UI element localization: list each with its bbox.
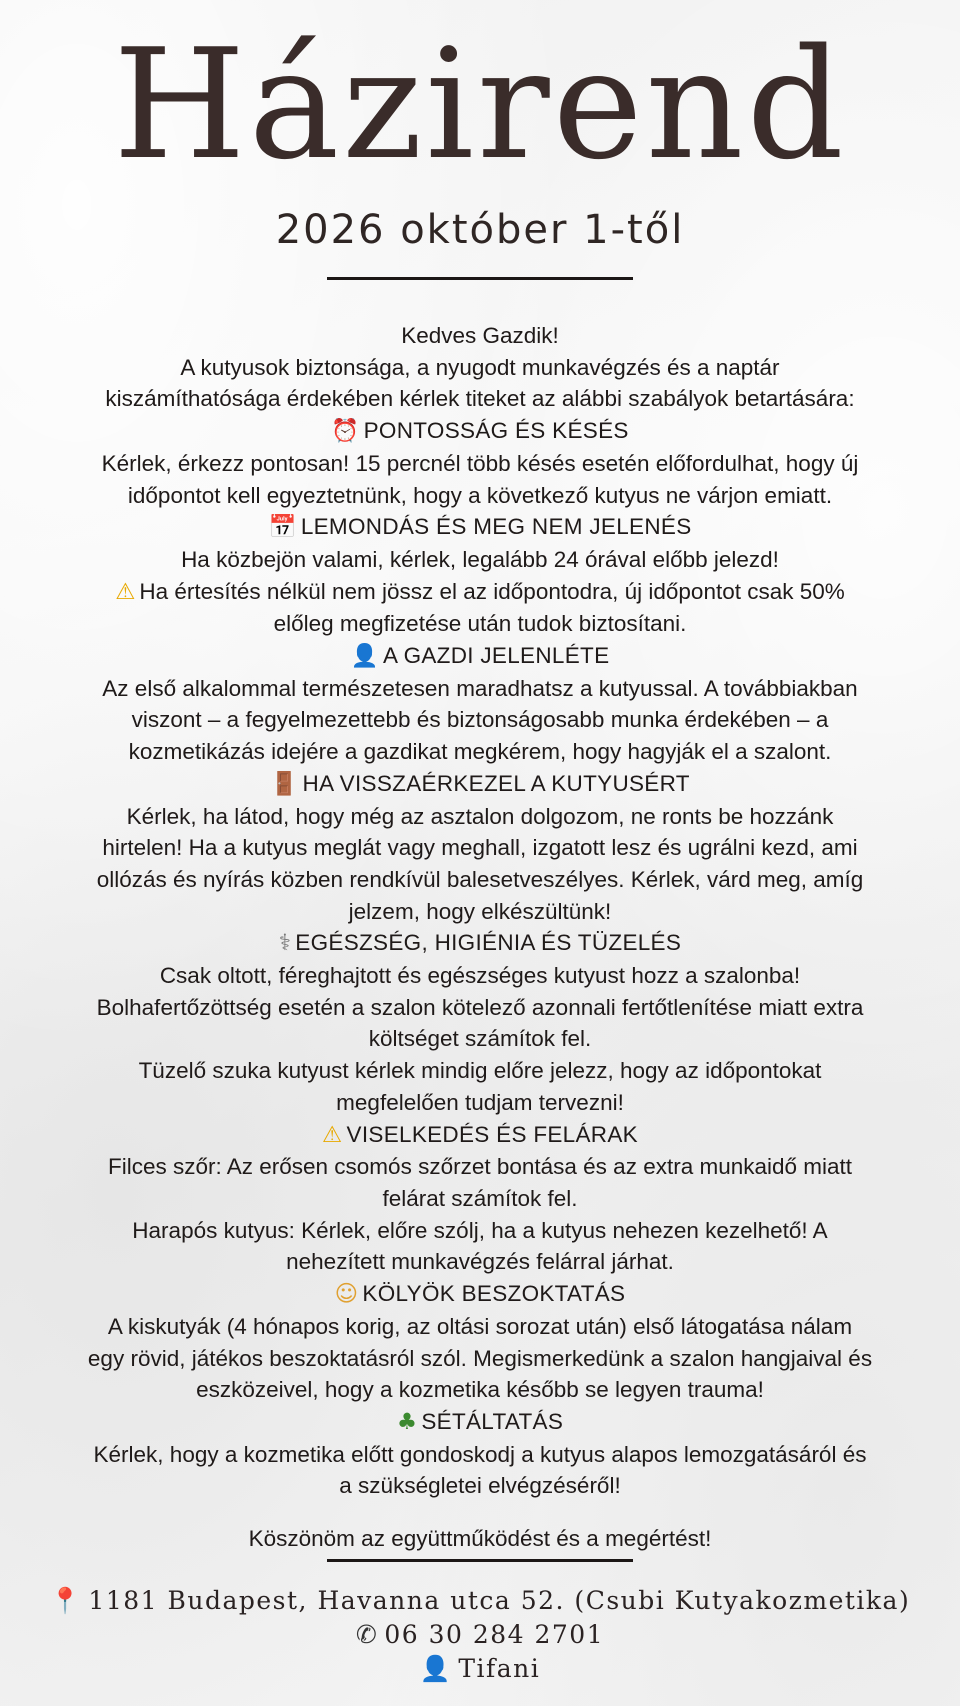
door-icon: 🚪 bbox=[270, 770, 299, 797]
section-text: Filces szőr: Az erősen csomós szőrzet bontása és az extra munkaidő miatt bbox=[107, 1154, 853, 1180]
section-text: egy rövid, játékos beszoktatásról szól. Megismerkedünk a szalon hangjaival és bbox=[87, 1345, 873, 1371]
section-text: jelzem, hogy elkészültünk! bbox=[348, 898, 612, 924]
section-text: megfelelően tudjam tervezni! bbox=[336, 1089, 624, 1115]
section-text: A kiskutyák (4 hónapos korig, az oltási sorozat után) első látogatása nálam bbox=[107, 1313, 853, 1339]
phone-icon: ✆ bbox=[355, 1620, 379, 1649]
section-heading-text: LEMONDÁS ÉS MEG NEM JELENÉS bbox=[300, 514, 692, 540]
section-heading-text: SÉTÁLTATÁS bbox=[421, 1408, 564, 1434]
stethoscope-icon: ⚕ bbox=[278, 930, 292, 957]
section-heading-puppy bbox=[30, 1278, 930, 1311]
section-text: kozmetikázás idejére a gazdikat megkérem, hogy hagyják el a szalont. bbox=[128, 739, 832, 765]
person-icon: 👤 bbox=[350, 643, 379, 670]
address-text: 1181 Budapest, Havanna utca 52. (Csubi Kutyakozmetika) bbox=[88, 1586, 911, 1615]
section-heading-text: HA VISSZAÉRKEZEL A KUTYUSÉRT bbox=[302, 770, 690, 796]
warning-icon: ⚠ bbox=[322, 1121, 343, 1148]
section-text: Tüzelő szuka kutyust kérlek mindig előre jelezz, hogy az időpontokat bbox=[138, 1058, 822, 1084]
section-heading-text: PONTOSSÁG ÉS KÉSÉS bbox=[363, 418, 629, 444]
section-text: Bolhafertőzöttség esetén a szalon kötelező azonnali fertőtlenítése miatt extra bbox=[96, 994, 864, 1020]
title-divider bbox=[327, 277, 633, 280]
section-heading-punctuality bbox=[30, 415, 930, 448]
section-text: ollózás és nyírás közben rendkívül balesetveszélyes. Kérlek, várd meg, amíg bbox=[96, 866, 864, 892]
contact-block bbox=[0, 1584, 960, 1686]
section-text: időpontot kell egyeztetnünk, hogy a következő kutyus ne várjon emiatt. bbox=[127, 482, 833, 508]
intro-line: A kutyusok biztonsága, a nyugodt munkavégzés és a naptár bbox=[180, 354, 780, 380]
footer-divider bbox=[327, 1559, 633, 1562]
section-text: viszont – a fegyelmezettebb és biztonságosabb munka érdekében – a bbox=[131, 707, 829, 733]
calendar-icon: 📅 bbox=[268, 514, 297, 541]
section-text: Ha értesítés nélkül nem jössz el az időpontodra, új időpontot csak 50% bbox=[139, 578, 845, 604]
person-icon: 👤 bbox=[419, 1654, 453, 1683]
section-heading-walking bbox=[30, 1406, 930, 1439]
section-text: előleg megfizetése után tudok biztosítani. bbox=[273, 611, 687, 637]
section-heading-cancellation bbox=[30, 511, 930, 544]
section-text: Harapós kutyus: Kérlek, előre szólj, ha a kutyus nehezen kezelhető! A bbox=[132, 1217, 828, 1243]
section-text: felárat számítok fel. bbox=[382, 1185, 578, 1211]
section-text: eszközeivel, hogy a kozmetika később se legyen trauma! bbox=[196, 1377, 764, 1403]
intro-line: kiszámíthatósága érdekében kérlek titeket az alábbi szabályok betartására: bbox=[105, 386, 855, 412]
section-text: nehezített munkavégzés felárral járhat. bbox=[286, 1249, 674, 1275]
section-heading-pickup bbox=[30, 768, 930, 801]
section-heading-behavior bbox=[30, 1119, 930, 1152]
section-text-warning bbox=[30, 576, 930, 609]
name-text: Tifani bbox=[458, 1654, 541, 1683]
section-heading-text: VISELKEDÉS ÉS FELÁRAK bbox=[346, 1121, 638, 1147]
baby-icon: ☺ bbox=[334, 1281, 359, 1308]
section-text: Kérlek, érkezz pontosan! 15 percnél több késés esetén előfordulhat, hogy új bbox=[101, 450, 859, 476]
contact-name bbox=[0, 1652, 960, 1686]
warning-icon: ⚠ bbox=[115, 578, 136, 605]
section-text: Csak oltott, féreghajtott és egészséges kutyust hozz a szalonba! bbox=[159, 963, 801, 989]
section-text: hirtelen! Ha a kutyus meglát vagy meghall, izgatott lesz és ugrálni kezd, ami bbox=[102, 835, 858, 861]
page-subtitle: 2026 október 1-től bbox=[275, 207, 685, 253]
section-heading-owner-presence bbox=[30, 640, 930, 673]
section-text: Az első alkalommal természetesen maradhatsz a kutyussal. A továbbiakban bbox=[102, 675, 858, 701]
tree-icon: ♣ bbox=[396, 1408, 418, 1435]
alarm-clock-icon: ⏰ bbox=[331, 418, 360, 445]
contact-phone bbox=[0, 1618, 960, 1652]
page-title: Házirend bbox=[113, 16, 847, 193]
section-text: Kérlek, ha látod, hogy még az asztalon dolgozom, ne ronts be hozzánk bbox=[126, 803, 834, 829]
phone-text: 06 30 284 2701 bbox=[384, 1620, 605, 1649]
section-heading-health bbox=[30, 927, 930, 960]
section-text: Kérlek, hogy a kozmetika előtt gondoskodj a kutyus alapos lemozgatásáról és bbox=[93, 1441, 867, 1467]
thanks-text: Köszönöm az együttműködést és a megértést! bbox=[248, 1526, 712, 1551]
section-text: a szükségletei elvégzéséről! bbox=[339, 1473, 621, 1499]
contact-address bbox=[0, 1584, 960, 1618]
section-heading-text: KÖLYÖK BESZOKTATÁS bbox=[362, 1281, 626, 1307]
section-heading-text: EGÉSZSÉG, HIGIÉNIA ÉS TÜZELÉS bbox=[295, 930, 682, 956]
section-heading-text: A GAZDI JELENLÉTE bbox=[382, 643, 610, 669]
section-text: költséget számítok fel. bbox=[368, 1026, 592, 1052]
greeting: Kedves Gazdik! bbox=[401, 323, 559, 348]
section-text: Ha közbejön valami, kérlek, legalább 24 órával előbb jelezd! bbox=[181, 546, 779, 572]
pin-icon: 📍 bbox=[49, 1586, 83, 1615]
rules-body bbox=[30, 320, 930, 1502]
